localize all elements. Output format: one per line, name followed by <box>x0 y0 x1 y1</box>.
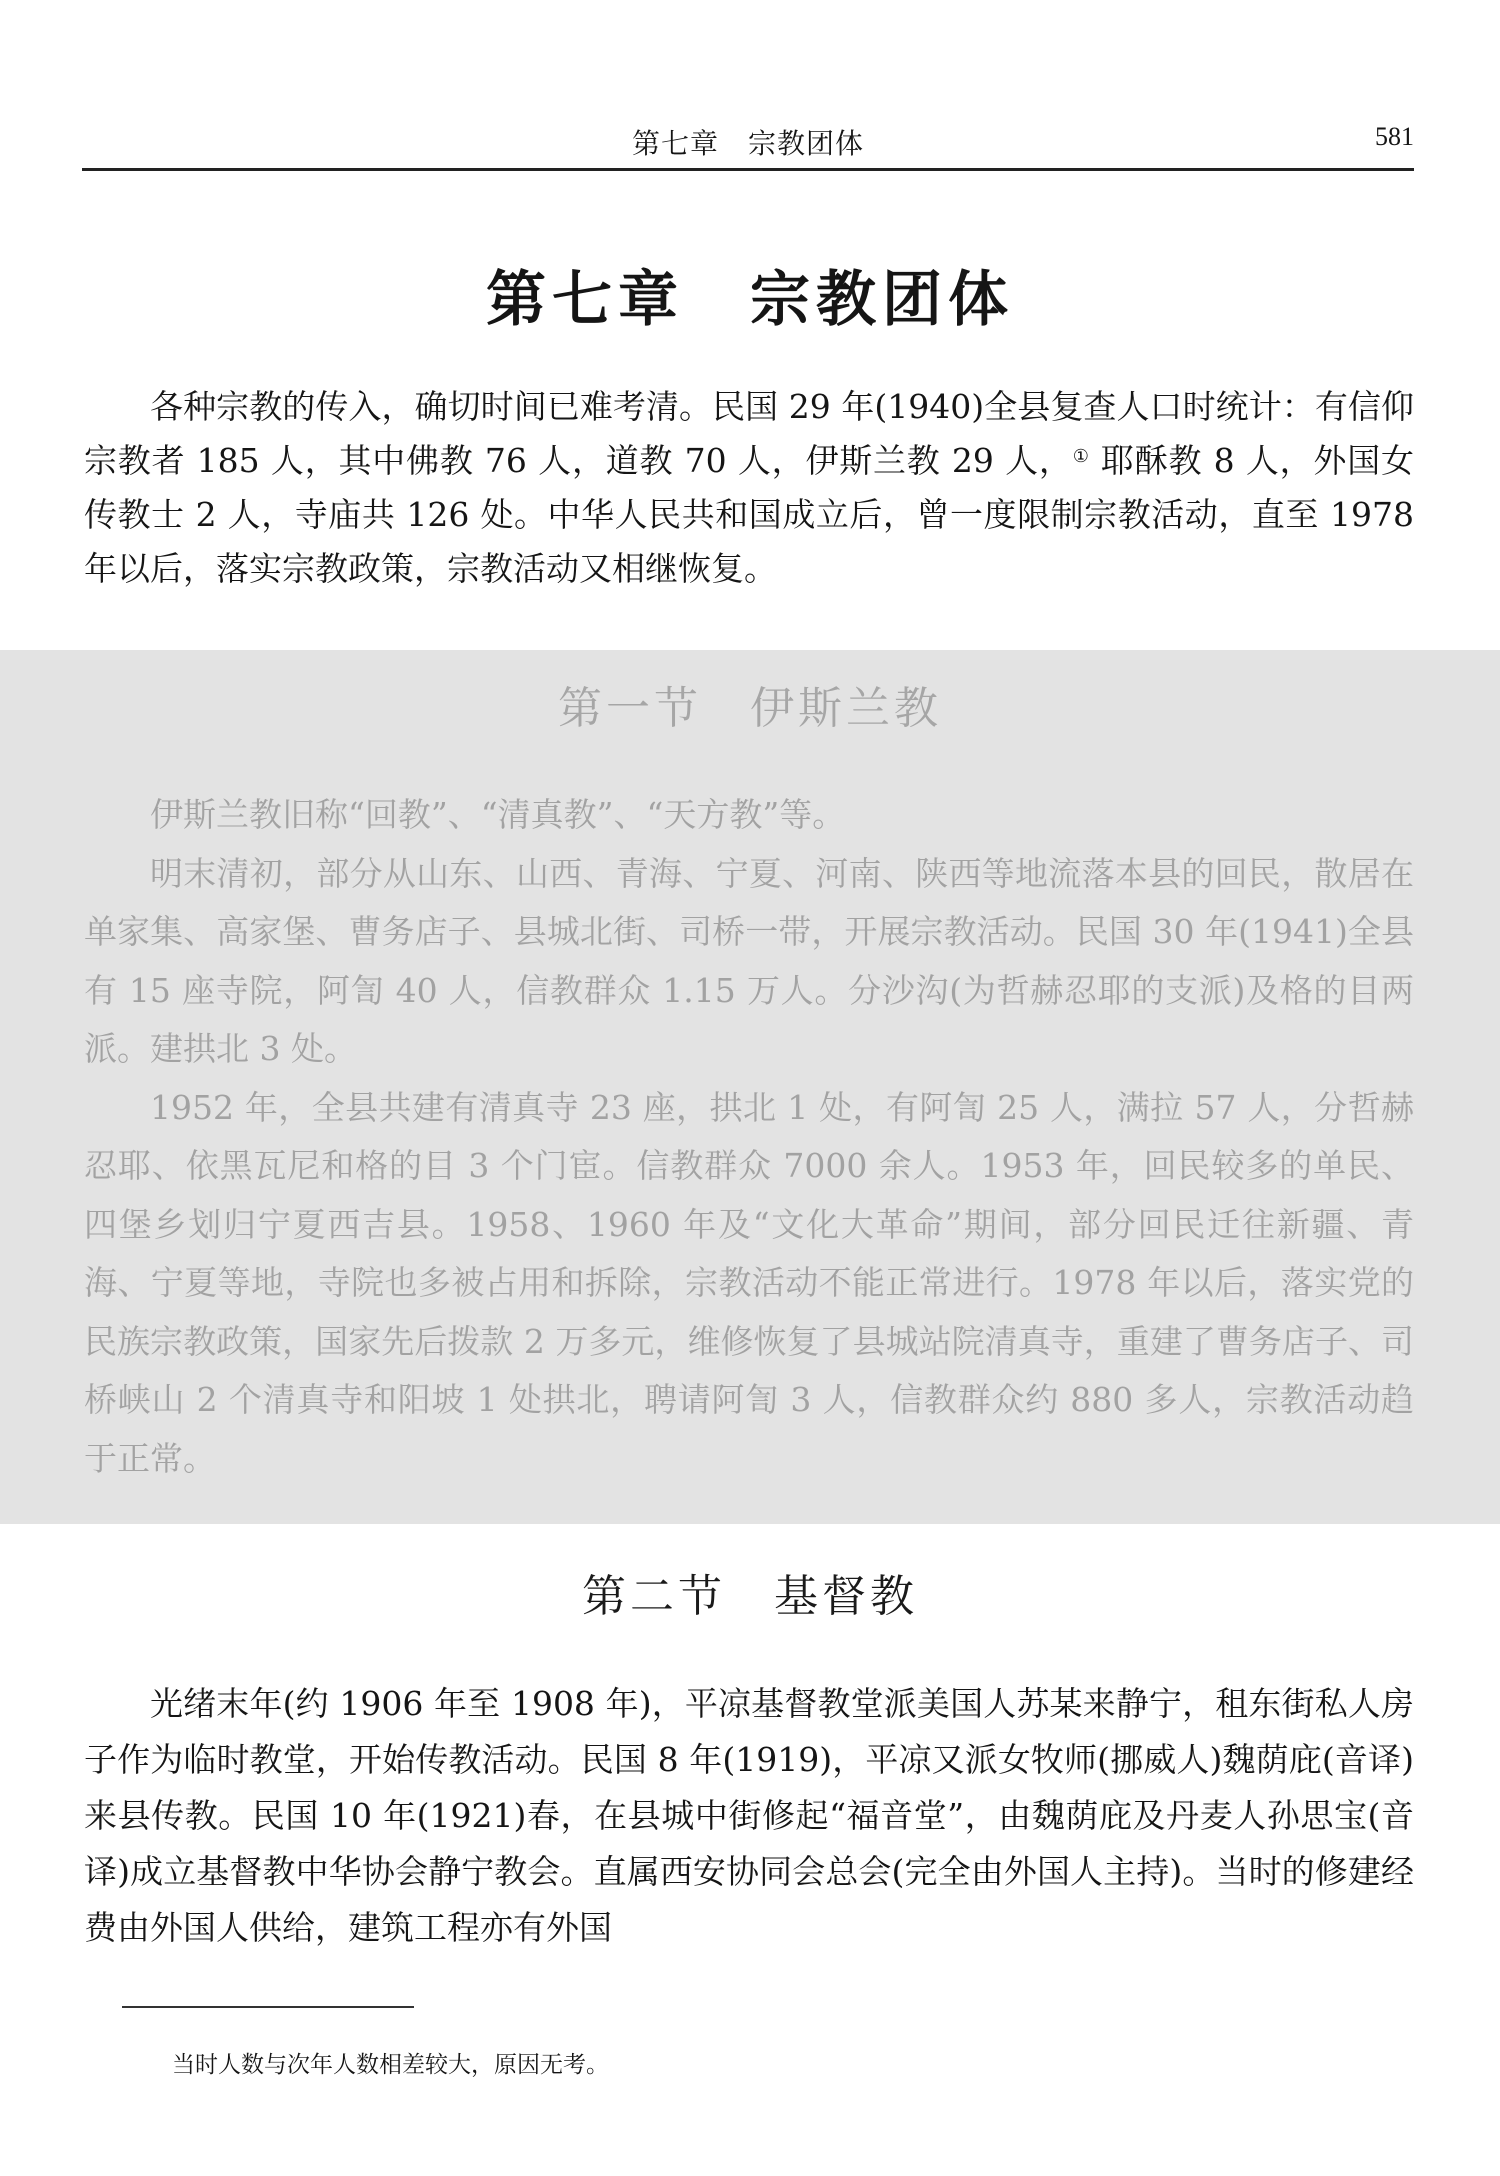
section1-body <box>84 786 1414 1488</box>
running-title: 第七章 宗教团体 <box>631 127 864 160</box>
section2-paragraph: 光绪末年(约 1906 年至 1908 年)，平凉基督教堂派美国人苏某来静宁，租东街私人房子作为临时教堂，开始传教活动。民国 8 年(1919)，平凉又派女牧师(挪威人)魏荫庇(音译)来县传教。民国 10 年(1921)春，在县城中街修起“福音堂”，由魏荫庇及丹麦人孙思宝(音译)成立基督教中华协会静宁教会。直属西安协同会总会(完全由外国人主持)。当时的修建经费由外国人供给，建筑工程亦有外国 <box>84 1684 1414 1947</box>
section1-paragraph: 1952 年，全县共建有清真寺 23 座，拱北 1 处，有阿訇 25 人，满拉 57 人，分哲赫忍耶、依黑瓦尼和格的目 3 个门宦。信教群众 7000 余人。1953 年，回民较多的单民、四堡乡划归宁夏西吉县。1958、1960 年及“文化大革命”期间，部分回民迁往新疆、青海、宁夏等地，寺院也多被占用和拆除，宗教活动不能正常进行。1978 年以后，落实党的民族宗教政策，国家先后拨款 2 万多元，维修恢复了县城站院清真寺，重建了曹务店子、司桥峡山 2 个清真寺和阳坡 1 处拱北，聘请阿訇 3 人，信教群众约 880 多人，宗教活动趋于正常。 <box>84 1087 1414 1478</box>
section2-title: 第二节 基督教 <box>582 1571 918 1622</box>
header-rule <box>82 168 1414 171</box>
intro-text-part2: 耶酥教 8 人，外国女传教士 2 人，寺庙共 126 处。中华人民共和国成立后，曾一度限制宗教活动，直至 1978 年以后，落实宗教政策，宗教活动又相继恢复。 <box>84 441 1414 588</box>
running-header <box>82 118 1414 162</box>
page-number: 581 <box>1375 122 1414 151</box>
intro-paragraph <box>84 380 1414 596</box>
section1-paragraph: 明末清初，部分从山东、山西、青海、宁夏、河南、陕西等地流落本县的回民，散居在单家集、高家堡、曹务店子、县城北街、司桥一带，开展宗教活动。民国 30 年(1941)全县有 15 座寺院，阿訇 40 人，信教群众 1.15 万人。分沙沟(为哲赫忍耶的支派)及格的目两派。建拱北 3 处。 <box>84 853 1414 1068</box>
intro-text-part1: 各种宗教的传入，确切时间已难考清。民国 29 年(1940)全县复查人口时统计：有信仰宗教者 185 人，其中佛教 76 人，道教 70 人，伊斯兰教 29 人， <box>84 387 1414 480</box>
footnote: 当时人数与次年人数相差较大，原因无考。 <box>172 2052 609 2078</box>
chapter-title: 第七章 宗教团体 <box>486 265 1014 335</box>
intro-text <box>84 380 1414 596</box>
section2-body <box>84 1676 1414 1956</box>
section1-title: 第一节 伊斯兰教 <box>558 683 942 734</box>
footnote-rule <box>122 2006 414 2008</box>
footnote-reference: ① <box>1072 446 1090 467</box>
section1-paragraph: 伊斯兰教旧称“回教”、“清真教”、“天方教”等。 <box>150 795 846 834</box>
